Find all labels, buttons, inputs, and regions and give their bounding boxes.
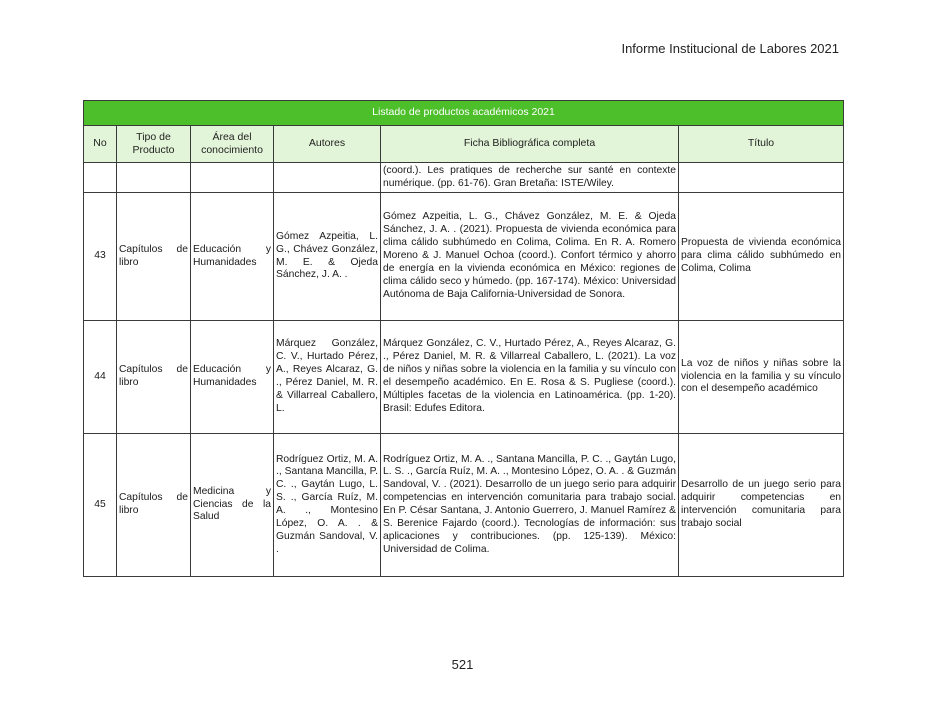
cell-area xyxy=(191,163,274,193)
cell-autores xyxy=(274,163,381,193)
cell-titulo: La voz de niños y niñas sobre la violencia en la familia y su vínculo con el desempeño académico xyxy=(679,321,844,434)
cell-no: 45 xyxy=(84,434,117,577)
cell-area: Educación y Humanidades xyxy=(191,321,274,434)
table-caption: Listado de productos académicos 2021 xyxy=(84,101,844,126)
cell-tipo: Capítulos de libro xyxy=(117,434,191,577)
cell-area: Medicina y Ciencias de la Salud xyxy=(191,434,274,577)
cell-titulo xyxy=(679,163,844,193)
column-header-area: Área del conocimiento xyxy=(191,126,274,163)
cell-tipo: Capítulos de libro xyxy=(117,193,191,321)
cell-no: 43 xyxy=(84,193,117,321)
table-row xyxy=(84,321,844,434)
column-header-titulo: Título xyxy=(679,126,844,163)
table-row xyxy=(84,434,844,577)
column-header-ficha: Ficha Bibliográfica completa xyxy=(381,126,679,163)
cell-area: Educación y Humanidades xyxy=(191,193,274,321)
cell-ficha: Rodríguez Ortiz, M. A. ., Santana Mancilla, P. C. ., Gaytán Lugo, L. S. ., García Ruíz, M. A. ., Montesino López, O. A. . & Guzmán Sandoval, V. . (2021). Desarrollo de un juego serio para adquirir competencias en intervención comunitaria para trabajo social. En P. César Santana, J. Antonio Guerrero, J. Manuel Ramírez & S. Berenice Fajardo (coord.). Tecnologías de información: sus aplicaciones y contribuciones. (pp. 125-139). México: Universidad de Colima. xyxy=(381,434,679,577)
cell-autores: Gómez Azpeitia, L. G., Chávez González, M. E. & Ojeda Sánchez, J. A. . xyxy=(274,193,381,321)
table-caption-row xyxy=(84,101,844,126)
cell-autores: Márquez González, C. V., Hurtado Pérez, A., Reyes Alcaraz, G. ., Pérez Daniel, M. R. & Villarreal Caballero, L. xyxy=(274,321,381,434)
column-header-row xyxy=(84,126,844,163)
cell-no: 44 xyxy=(84,321,117,434)
cell-ficha: Gómez Azpeitia, L. G., Chávez González, M. E. & Ojeda Sánchez, J. A. . (2021). Propuesta de vivienda económica para clima cálido subhúmedo en Colima, Colima. En R. A. Romero Moreno & J. Manuel Ochoa (coord.). Confort térmico y ahorro de energía en la vivienda económica en México: regiones de clima cálido seco y húmedo. (pp. 167-174). México: Universidad Autónoma de Baja California-Universidad de Sonora. xyxy=(381,193,679,321)
column-header-autores: Autores xyxy=(274,126,381,163)
cell-autores: Rodríguez Ortiz, M. A. ., Santana Mancilla, P. C. ., Gaytán Lugo, L. S. ., García Ruíz, M. A. ., Montesino López, O. A. . & Guzmán Sandoval, V. . xyxy=(274,434,381,577)
cell-ficha: (coord.). Les pratiques de recherche sur santé en contexte numérique. (pp. 61-76). Gran Bretaña: ISTE/Wiley. xyxy=(381,163,679,193)
cell-titulo: Propuesta de vivienda económica para clima cálido subhúmedo en Colima, Colima xyxy=(679,193,844,321)
cell-tipo: Capítulos de libro xyxy=(117,321,191,434)
column-header-no: No xyxy=(84,126,117,163)
report-title: Informe Institucional de Labores 2021 xyxy=(621,41,839,56)
cell-ficha: Márquez González, C. V., Hurtado Pérez, A., Reyes Alcaraz, G. ., Pérez Daniel, M. R. & Villarreal Caballero, L. (2021). La voz de niños y niñas sobre la violencia en la familia y su vínculo con el desempeño académico. En E. Rosa & S. Pugliese (coord.). Múltiples facetas de la violencia en Latinoamérica. (pp. 1-20). Brasil: Edufes Editora. xyxy=(381,321,679,434)
products-table xyxy=(83,100,844,577)
page-number: 521 xyxy=(451,657,474,672)
cell-titulo: Desarrollo de un juego serio para adquirir competencias en intervención comunitaria para trabajo social xyxy=(679,434,844,577)
column-header-tipo: Tipo de Producto xyxy=(117,126,191,163)
cell-no xyxy=(84,163,117,193)
cell-tipo xyxy=(117,163,191,193)
table-row xyxy=(84,193,844,321)
table-row-continuation xyxy=(84,163,844,193)
